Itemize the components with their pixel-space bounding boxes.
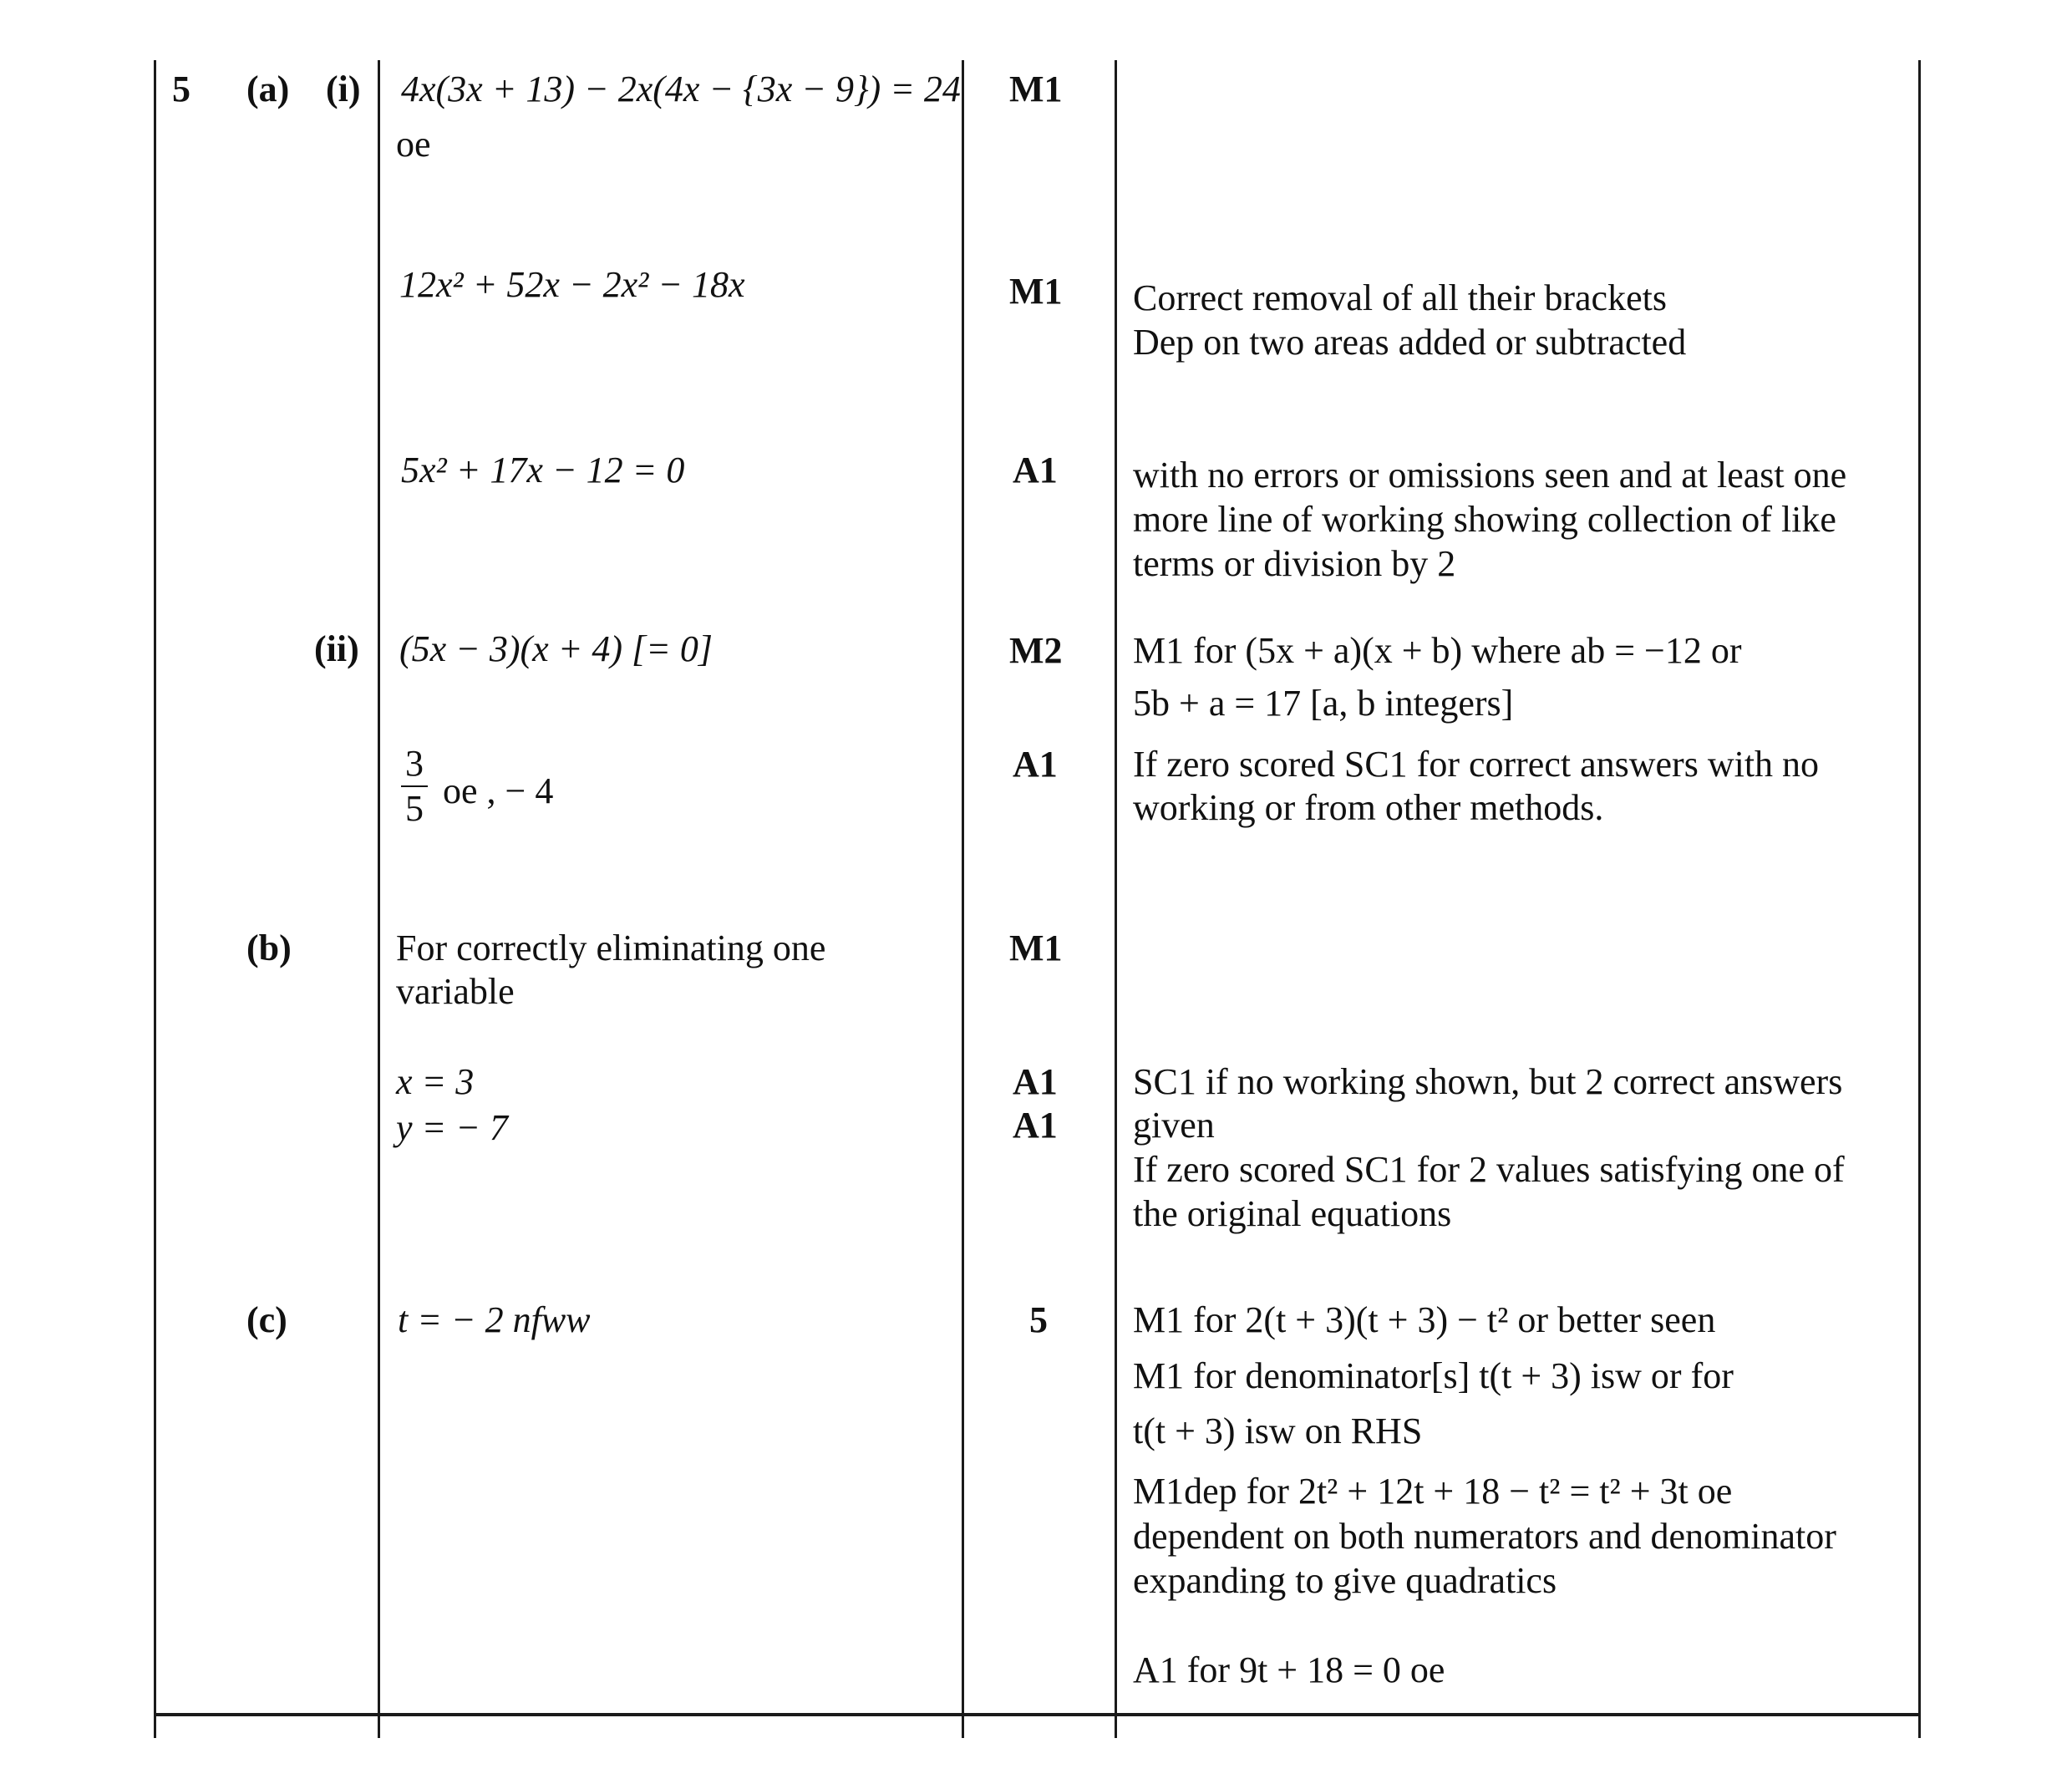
guidance-c-line2: M1 for denominator[s] t(t + 3) isw or for [1133, 1355, 1734, 1396]
guidance-a-i-3-line1: with no errors or omissions seen and at least one [1133, 455, 1847, 496]
table-divider-answer [962, 60, 964, 1738]
answer-a-ii-factorised: (5x − 3)(x + 4) [= 0] [399, 628, 713, 669]
guidance-c-line7: A1 for 9t + 18 = 0 oe [1133, 1649, 1445, 1690]
part-label-a: (a) [246, 69, 290, 109]
question-number: 5 [172, 69, 190, 109]
table-divider-marks [1115, 60, 1117, 1738]
guidance-c-line1: M1 for 2(t + 3)(t + 3) − t² or better seen [1133, 1299, 1716, 1340]
mark-a-i-1: M1 [1009, 69, 1063, 109]
answer-b-method-line1: For correctly eliminating one [396, 928, 826, 968]
answer-c: t = − 2 nfww [398, 1299, 591, 1340]
mark-a-ii-1: M2 [1009, 630, 1063, 671]
fraction-bar [401, 785, 428, 787]
guidance-a-ii-2-line2: working or from other methods. [1133, 787, 1604, 828]
part-label-ii: (ii) [314, 628, 359, 669]
fraction-numerator: 3 [405, 743, 424, 784]
answer-a-ii-roots: oe , − 4 [443, 770, 554, 811]
guidance-b-line2: given [1133, 1105, 1215, 1146]
answer-b-x: x = 3 [396, 1061, 475, 1102]
answer-a-i-oe: oe [396, 124, 431, 165]
guidance-c-line6: expanding to give quadratics [1133, 1560, 1557, 1601]
mark-a-i-3: A1 [1013, 450, 1058, 490]
guidance-b-line3: If zero scored SC1 for 2 values satisfying one of [1133, 1149, 1845, 1190]
guidance-a-ii-1-line2: 5b + a = 17 [a, b integers] [1133, 683, 1514, 724]
part-label-b: (b) [246, 928, 292, 968]
guidance-a-i-3-line2: more line of working showing collection of like [1133, 499, 1836, 540]
mark-b-3: A1 [1013, 1105, 1058, 1146]
answer-a-i-expansion: 12x² + 52x − 2x² − 18x [399, 264, 745, 305]
mark-c: 5 [1029, 1299, 1048, 1340]
guidance-b-line4: the original equations [1133, 1193, 1452, 1234]
table-bottom-rule [154, 1713, 1921, 1716]
answer-a-i-equation: 4x(3x + 13) − 2x(4x − {3x − 9}) = 24 [401, 69, 961, 109]
guidance-a-i-3-line3: terms or division by 2 [1133, 543, 1456, 584]
guidance-a-i-2-line1: Correct removal of all their brackets [1133, 277, 1667, 318]
guidance-a-ii-1-line1: M1 for (5x + a)(x + b) where ab = −12 or [1133, 630, 1742, 671]
answer-a-i-quadratic: 5x² + 17x − 12 = 0 [401, 450, 685, 490]
fraction-denominator: 5 [405, 788, 424, 829]
part-label-c: (c) [246, 1299, 287, 1340]
mark-a-i-2: M1 [1009, 271, 1063, 312]
guidance-a-ii-2-line1: If zero scored SC1 for correct answers with no [1133, 744, 1820, 785]
part-label-i: (i) [326, 69, 361, 109]
guidance-c-line5: dependent on both numerators and denominator [1133, 1516, 1836, 1557]
answer-a-ii-fraction [398, 744, 431, 829]
table-border-right [1918, 60, 1921, 1738]
guidance-c-line3: t(t + 3) isw on RHS [1133, 1410, 1423, 1451]
guidance-c-line4: M1dep for 2t² + 12t + 18 − t² = t² + 3t oe [1133, 1471, 1733, 1512]
mark-b-1: M1 [1009, 928, 1063, 968]
answer-b-y: y = − 7 [396, 1107, 508, 1148]
guidance-a-i-2-line2: Dep on two areas added or subtracted [1133, 322, 1687, 363]
table-border-left [154, 60, 156, 1738]
mark-b-2: A1 [1013, 1061, 1058, 1102]
mark-a-ii-2: A1 [1013, 744, 1058, 785]
table-divider-parts [378, 60, 380, 1738]
guidance-b-line1: SC1 if no working shown, but 2 correct answers [1133, 1061, 1843, 1102]
answer-b-method-line2: variable [396, 971, 515, 1012]
